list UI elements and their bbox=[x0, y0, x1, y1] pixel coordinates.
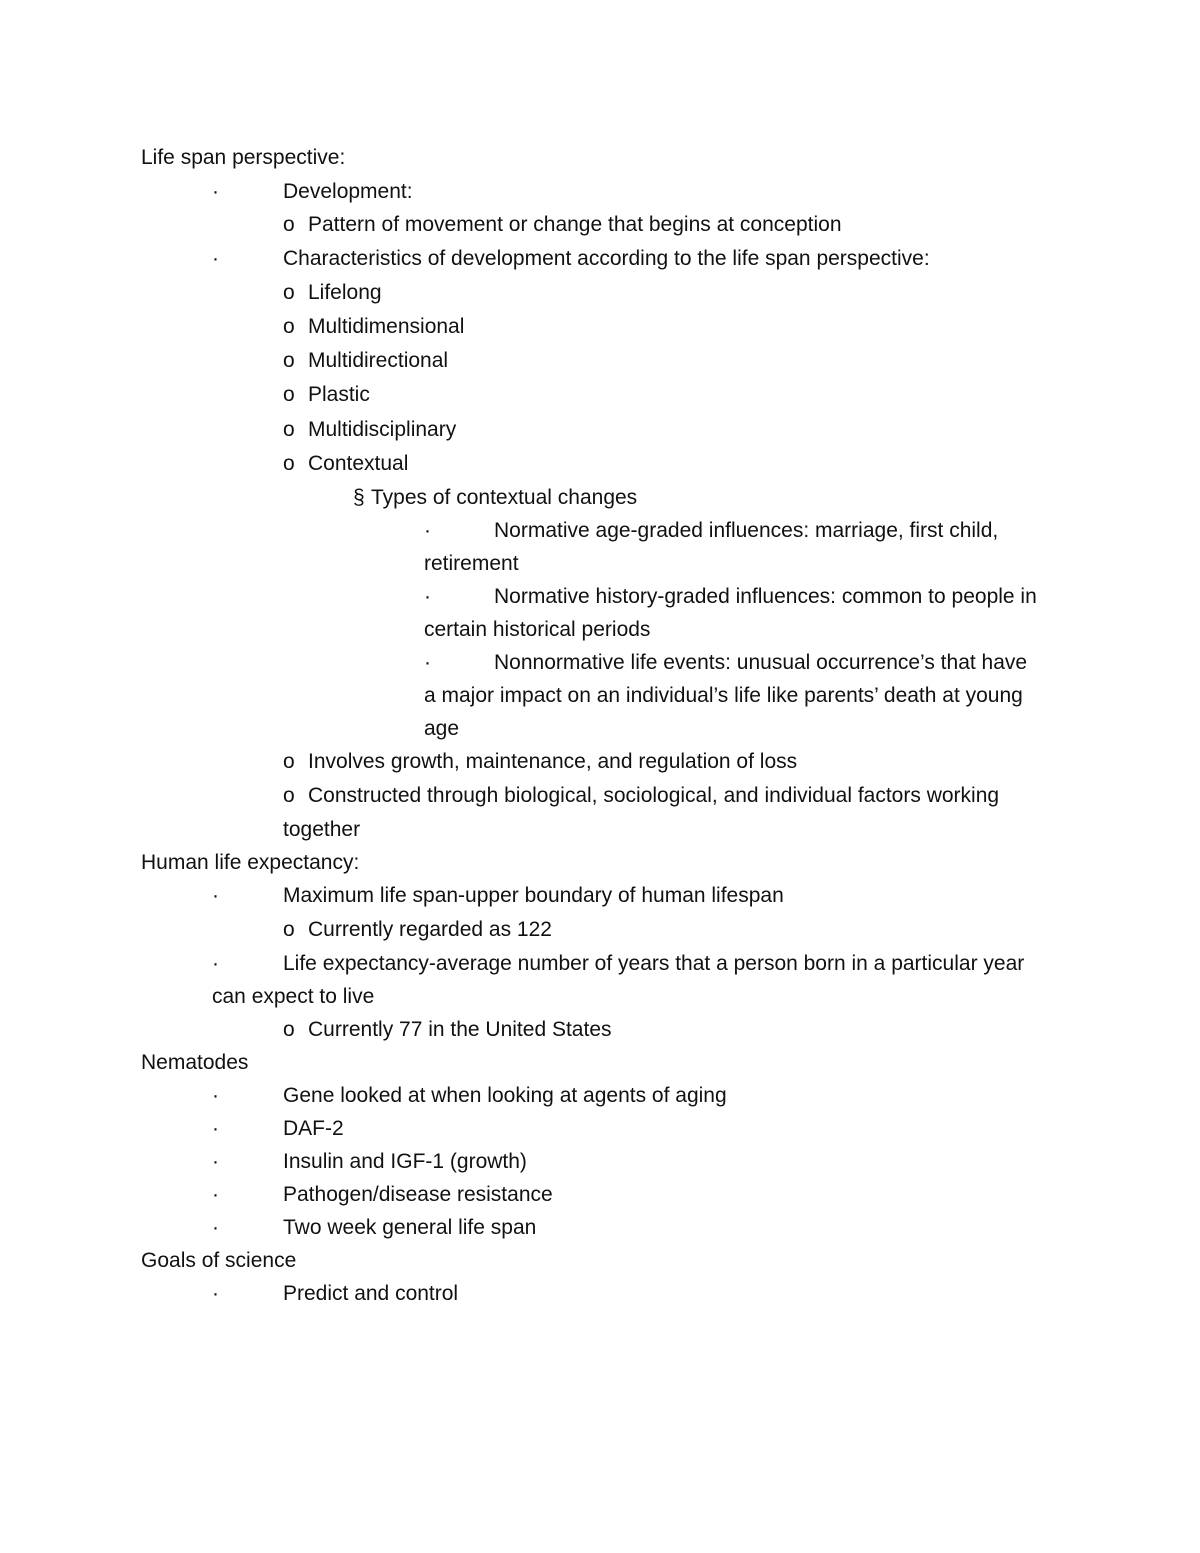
max-life-span-value: Currently regarded as 122 bbox=[308, 918, 552, 941]
nematodes-item: Pathogen/disease resistance bbox=[283, 1183, 553, 1206]
nonnormative-text: Nonnormative life events: unusual occurrence’s that have bbox=[494, 651, 1028, 674]
characteristics-label: Characteristics of development according to the life span perspective: bbox=[283, 247, 930, 270]
bullet-marker: · bbox=[212, 1183, 219, 1206]
max-life-span-text: Maximum life span-upper boundary of human lifespan bbox=[283, 884, 784, 907]
growth-text: Involves growth, maintenance, and regulation of loss bbox=[308, 750, 798, 773]
normative-age-text: Normative age-graded influences: marriage, first child, bbox=[494, 519, 999, 542]
circle-marker: o bbox=[283, 418, 295, 441]
bullet-marker: · bbox=[212, 247, 219, 270]
bullet-marker: · bbox=[212, 1084, 219, 1107]
circle-marker: o bbox=[283, 1018, 295, 1041]
contextual-types-label: Types of contextual changes bbox=[371, 486, 638, 509]
life-expectancy-text-cont: can expect to live bbox=[212, 985, 375, 1008]
bullet-marker: · bbox=[212, 1117, 219, 1140]
section-marker: § bbox=[353, 486, 365, 509]
circle-marker: o bbox=[283, 383, 295, 406]
development-label: Development: bbox=[283, 180, 413, 203]
nematodes-item: Two week general life span bbox=[283, 1216, 537, 1239]
heading-life-span: Life span perspective: bbox=[141, 146, 346, 169]
circle-marker: o bbox=[283, 213, 295, 236]
development-definition: Pattern of movement or change that begins at conception bbox=[308, 213, 842, 236]
nematodes-item: Gene looked at when looking at agents of aging bbox=[283, 1084, 727, 1107]
goals-item: Predict and control bbox=[283, 1282, 459, 1305]
heading-nematodes: Nematodes bbox=[141, 1051, 249, 1074]
normative-history-text-cont: certain historical periods bbox=[424, 618, 651, 641]
nonnormative-text-cont: a major impact on an individual’s life like parents’ death at young bbox=[424, 684, 1023, 707]
circle-marker: o bbox=[283, 281, 295, 304]
life-expectancy-text: Life expectancy-average number of years that a person born in a particular year bbox=[283, 952, 1025, 975]
nonnormative-text-cont: age bbox=[424, 717, 460, 740]
bullet-marker: · bbox=[212, 1216, 219, 1239]
circle-marker: o bbox=[283, 315, 295, 338]
characteristic-item: Multidimensional bbox=[308, 315, 465, 338]
circle-marker: o bbox=[283, 349, 295, 372]
characteristic-item: Contextual bbox=[308, 452, 409, 475]
bullet-marker: · bbox=[212, 952, 219, 975]
bullet-marker: · bbox=[212, 1150, 219, 1173]
bullet-marker: · bbox=[424, 585, 431, 608]
characteristic-item: Lifelong bbox=[308, 281, 382, 304]
constructed-text: Constructed through biological, sociological, and individual factors working bbox=[308, 784, 1000, 807]
characteristic-item: Plastic bbox=[308, 383, 370, 406]
normative-history-text: Normative history-graded influences: common to people in bbox=[494, 585, 1037, 608]
heading-life-expectancy: Human life expectancy: bbox=[141, 851, 360, 874]
circle-marker: o bbox=[283, 750, 295, 773]
normative-age-text-cont: retirement bbox=[424, 552, 519, 575]
bullet-marker: · bbox=[212, 884, 219, 907]
bullet-marker: · bbox=[424, 651, 431, 674]
heading-goals-of-science: Goals of science bbox=[141, 1249, 297, 1272]
characteristic-item: Multidisciplinary bbox=[308, 418, 457, 441]
characteristic-item: Multidirectional bbox=[308, 349, 449, 372]
nematodes-item: Insulin and IGF-1 (growth) bbox=[283, 1150, 527, 1173]
bullet-marker: · bbox=[212, 1282, 219, 1305]
constructed-text-cont: together bbox=[283, 818, 361, 841]
bullet-marker: · bbox=[212, 180, 219, 203]
life-expectancy-value: Currently 77 in the United States bbox=[308, 1018, 612, 1041]
circle-marker: o bbox=[283, 452, 295, 475]
circle-marker: o bbox=[283, 784, 295, 807]
bullet-marker: · bbox=[424, 519, 431, 542]
nematodes-item: DAF-2 bbox=[283, 1117, 344, 1140]
circle-marker: o bbox=[283, 918, 295, 941]
